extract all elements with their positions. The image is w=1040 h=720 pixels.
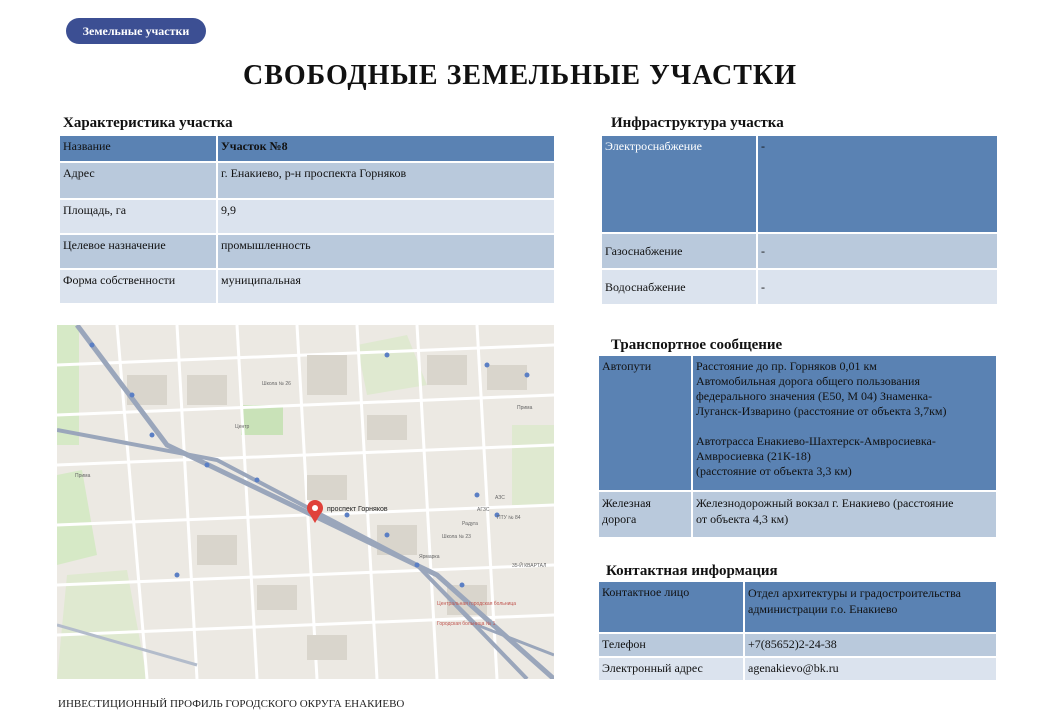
table-row	[60, 270, 554, 303]
roads-line: Луганск-Изварино (расстояние от объекта 3,7км)	[696, 404, 947, 418]
map-label: ПТУ № 84	[497, 515, 521, 521]
cell-value: муниципальная	[218, 270, 554, 303]
infrastructure-table	[600, 134, 999, 306]
map-park	[512, 425, 554, 505]
map-label: Школа № 23	[442, 534, 471, 540]
map-label: 35-Й КВАРТАЛ	[512, 563, 547, 569]
table-row	[60, 163, 554, 198]
cell-label: Электроснабжение	[602, 136, 756, 232]
table-row	[602, 234, 997, 268]
contact-person-line: Отдел архитектуры и градостроительства	[748, 586, 961, 600]
rail-label-line: Железная	[602, 496, 651, 510]
map-label: АЗС	[495, 495, 505, 501]
rail-label-line: дорога	[602, 512, 637, 526]
cell-value: -	[758, 270, 997, 304]
contacts-heading: Контактная информация	[606, 563, 778, 579]
roads-line: федерального значения (Е50, М 04) Знаменка-	[696, 389, 933, 403]
cell-label: Газоснабжение	[602, 234, 756, 268]
map-park	[357, 335, 427, 395]
roads-line: Автомобильная дорога общего пользования	[696, 374, 920, 388]
table-row	[602, 136, 997, 232]
roads-line	[696, 419, 993, 434]
map-label: Прима	[517, 405, 533, 411]
map-park	[57, 470, 97, 565]
roads-line: Расстояние до пр. Горняков 0,01 км	[696, 359, 877, 373]
location-map[interactable]	[57, 325, 554, 679]
cell-value: -	[758, 136, 997, 232]
map-svg	[57, 325, 554, 679]
cell-label: Целевое назначение	[60, 235, 216, 268]
map-label: Ярмарка	[419, 554, 440, 560]
cell-label: Телефон	[599, 634, 743, 656]
map-label: Городская больница № 1	[437, 621, 496, 627]
cell-label: Площадь, га	[60, 200, 216, 233]
table-row	[599, 582, 996, 632]
roads-line: Амвросиевка (21К-18)	[696, 449, 811, 463]
cell-value	[693, 356, 996, 490]
table-row	[599, 634, 996, 656]
characteristics-heading: Характеристика участка	[63, 115, 233, 131]
table-row	[599, 658, 996, 680]
cell-value: -	[758, 234, 997, 268]
map-label: Центр	[235, 424, 250, 430]
table-row	[599, 492, 996, 537]
rail-line: от объекта 4,3 км)	[696, 512, 789, 526]
map-park	[57, 570, 147, 679]
table-row	[599, 356, 996, 490]
contact-person-line: администрации г.о. Енакиево	[748, 602, 898, 616]
cell-value	[693, 492, 996, 537]
map-park	[57, 325, 79, 445]
cell-label: Автопути	[599, 356, 691, 490]
characteristics-table	[58, 134, 556, 305]
cell-label: Электронный адрес	[599, 658, 743, 680]
rail-line: Железнодорожный вокзал г. Енакиево (расстояние	[696, 496, 954, 510]
map-park	[241, 405, 283, 435]
cell-value: г. Енакиево, р-н проспекта Горняков	[218, 163, 554, 198]
cell-value: Участок №8	[218, 136, 554, 161]
section-badge[interactable]: Земельные участки	[66, 18, 206, 44]
transport-table	[597, 354, 998, 539]
cell-label: Адрес	[60, 163, 216, 198]
email-link[interactable]: agenakievo@bk.ru	[745, 658, 996, 680]
cell-value	[745, 582, 996, 632]
phone-value[interactable]: +7(85652)2-24-38	[745, 634, 996, 656]
table-row	[60, 136, 554, 161]
cell-label: Контактное лицо	[599, 582, 743, 632]
footer-text: ИНВЕСТИЦИОННЫЙ ПРОФИЛЬ ГОРОДСКОГО ОКРУГА ЕНАКИЕВО	[58, 698, 405, 710]
roads-line: Автотрасса Енакиево-Шахтерск-Амвросиевка-	[696, 434, 936, 448]
cell-label: Форма собственности	[60, 270, 216, 303]
map-label: Центральная городская больница	[437, 601, 517, 607]
map-label: Радуга	[462, 521, 478, 527]
roads-line: (расстояние от объекта 3,3 км)	[696, 464, 852, 478]
map-label: Школа № 26	[262, 381, 291, 387]
map-label: АГЗС	[477, 507, 490, 513]
infrastructure-heading: Инфраструктура участка	[611, 115, 784, 131]
map-label-main: проспект Горняков	[327, 506, 388, 513]
contacts-table	[597, 580, 998, 682]
map-label: Прима	[75, 473, 91, 479]
page-title: СВОБОДНЫЕ ЗЕМЕЛЬНЫЕ УЧАСТКИ	[242, 60, 797, 91]
table-row	[60, 235, 554, 268]
cell-label: Название	[60, 136, 216, 161]
transport-heading: Транспортное сообщение	[611, 337, 783, 353]
cell-value: промышленность	[218, 235, 554, 268]
table-row	[60, 200, 554, 233]
cell-label	[599, 492, 691, 537]
table-row	[602, 270, 997, 304]
cell-label: Водоснабжение	[602, 270, 756, 304]
cell-value: 9,9	[218, 200, 554, 233]
